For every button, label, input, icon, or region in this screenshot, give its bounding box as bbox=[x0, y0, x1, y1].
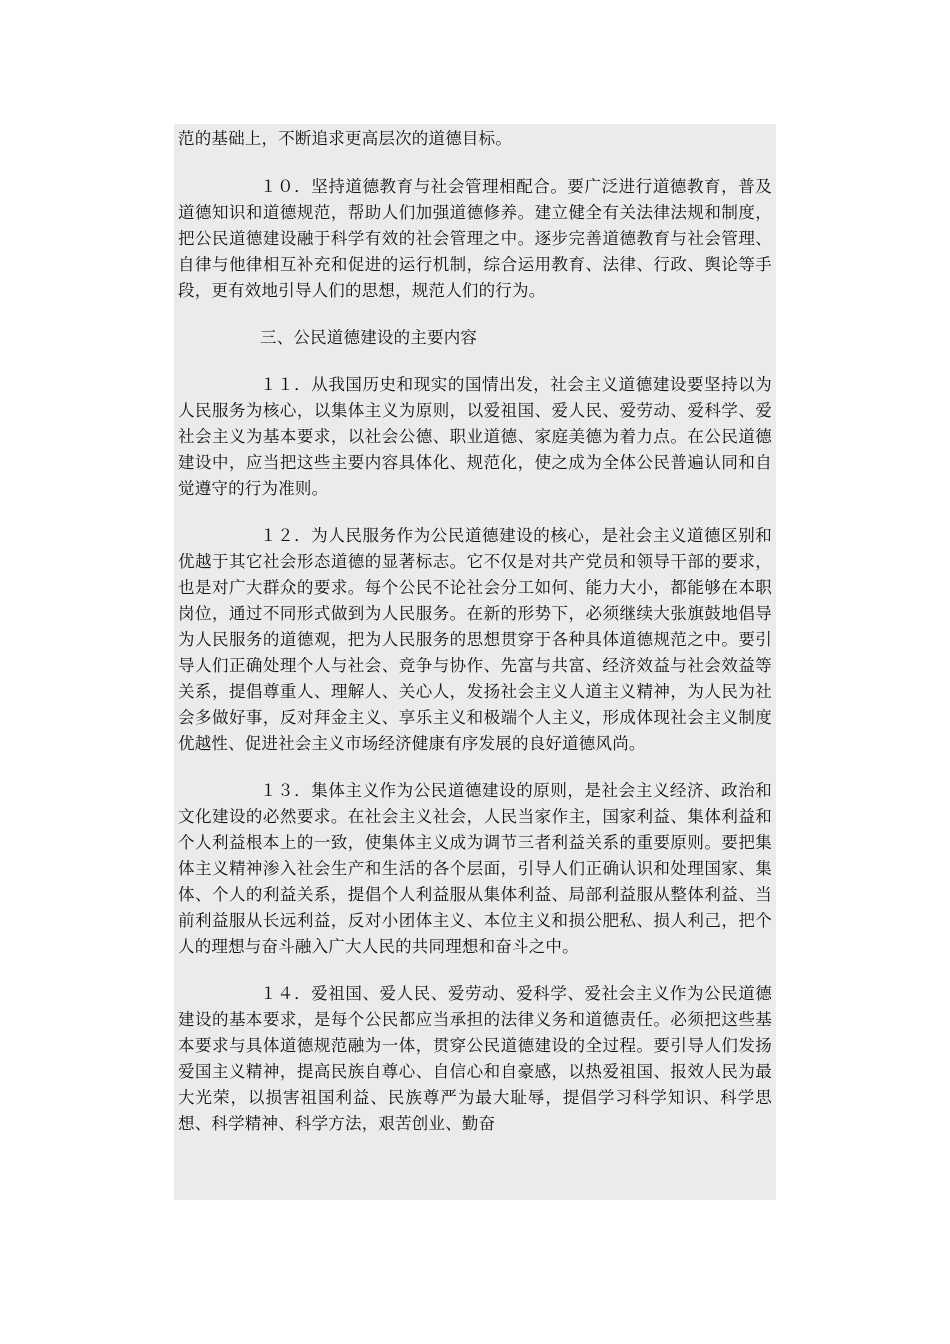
section-heading: 三、公民道德建设的主要内容 bbox=[260, 328, 478, 347]
paragraph-10: １０．坚持道德教育与社会管理相配合。要广泛进行道德教育，普及道德知识和道德规范，帮助人们加强道德修养。建立健全有关法律法规和制度，把公民道德建设融于科学有效的社会管理之中。逐步完善道德教育与社会管理、自律与他律相互补充和促进的运行机制，综合运用教育、法律、行政、舆论等手段，更有效地引导人们的思想，规范人们的行为。 bbox=[178, 177, 772, 300]
paragraph-continued: 范的基础上，不断追求更高层次的道德目标。 bbox=[178, 129, 512, 148]
paragraph-11: １１．从我国历史和现实的国情出发，社会主义道德建设要坚持以为人民服务为核心，以集体主义为原则，以爱祖国、爱人民、爱劳动、爱科学、爱社会主义为基本要求，以社会公德、职业道德、家庭美德为着力点。在公民道德建设中，应当把这些主要内容具体化、规范化，使之成为全体公民普遍认同和自觉遵守的行为准则。 bbox=[178, 375, 772, 498]
paragraph-14: １４．爱祖国、爱人民、爱劳动、爱科学、爱社会主义作为公民道德建设的基本要求，是每个公民都应当承担的法律义务和道德责任。必须把这些基本要求与具体道德规范融为一体，贯穿公民道德建设的全过程。要引导人们发扬爱国主义精神，提高民族自尊心、自信心和自豪感，以热爱祖国、报效人民为最大光荣，以损害祖国利益、民族尊严为最大耻辱，提倡学习科学知识、科学思想、科学精神、科学方法，艰苦创业、勤奋 bbox=[178, 984, 772, 1133]
document-text-block bbox=[174, 124, 776, 1200]
paragraph-13: １３．集体主义作为公民道德建设的原则，是社会主义经济、政治和文化建设的必然要求。在社会主义社会，人民当家作主，国家利益、集体利益和个人利益根本上的一致，使集体主义成为调节三者利益关系的重要原则。要把集体主义精神渗入社会生产和生活的各个层面，引导人们正确认识和处理国家、集体、个人的利益关系，提倡个人利益服从集体利益、局部利益服从整体利益、当前利益服从长远利益，反对小团体主义、本位主义和损公肥私、损人利己，把个人的理想与奋斗融入广大人民的共同理想和奋斗之中。 bbox=[178, 781, 772, 956]
paragraph-12: １２．为人民服务作为公民道德建设的核心，是社会主义道德区别和优越于其它社会形态道德的显著标志。它不仅是对共产党员和领导干部的要求，也是对广大群众的要求。每个公民不论社会分工如何、能力大小，都能够在本职岗位，通过不同形式做到为人民服务。在新的形势下，必须继续大张旗鼓地倡导为人民服务的道德观，把为人民服务的思想贯穿于各种具体道德规范之中。要引导人们正确处理个人与社会、竞争与协作、先富与共富、经济效益与社会效益等关系，提倡尊重人、理解人、关心人，发扬社会主义人道主义精神，为人民为社会多做好事，反对拜金主义、享乐主义和极端个人主义，形成体现社会主义制度优越性、促进社会主义市场经济健康有序发展的良好道德风尚。 bbox=[178, 526, 772, 753]
